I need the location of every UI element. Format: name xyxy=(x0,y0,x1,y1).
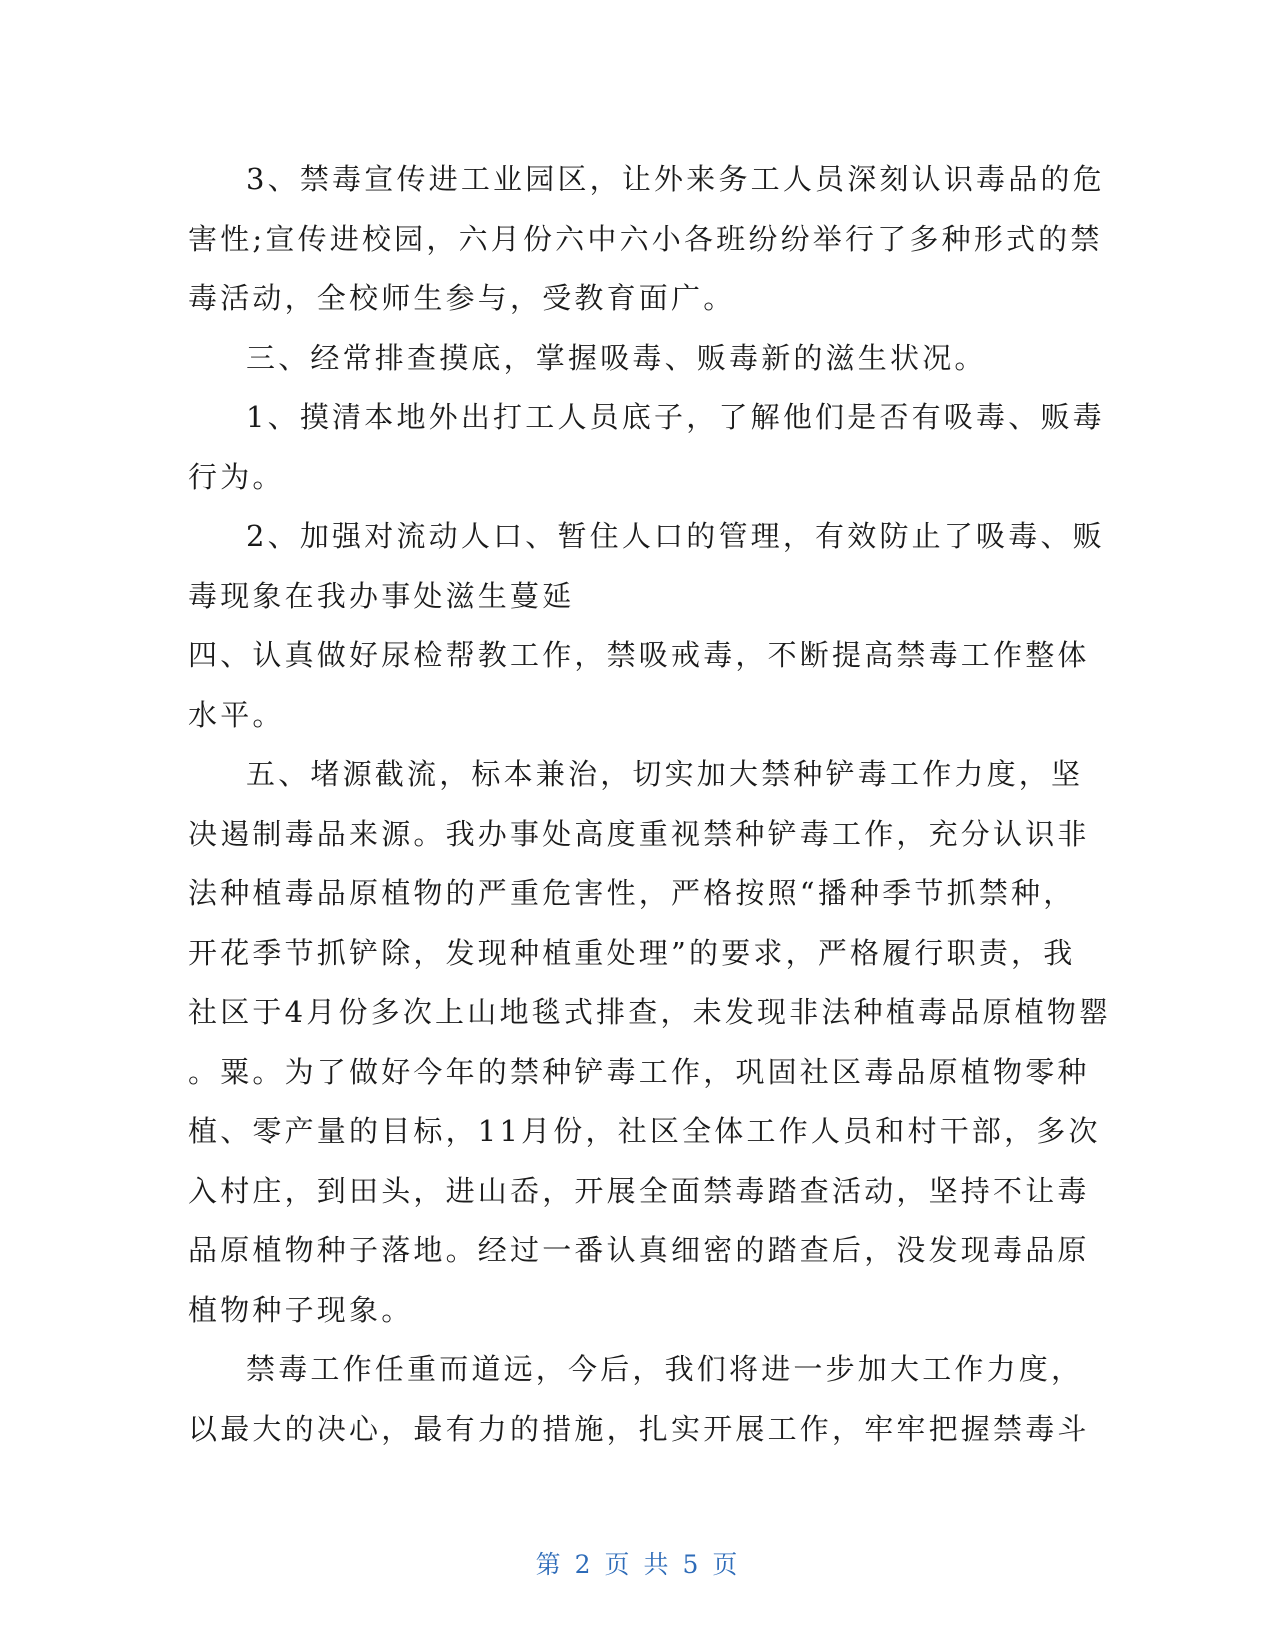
section-heading-3: 三、经常排查摸底，掌握吸毒、贩毒新的滋生状况。 xyxy=(246,340,987,375)
text-line: 。粟。为了做好今年的禁种铲毒工作，巩固社区毒品原植物零种 xyxy=(188,1054,1090,1089)
text-line: 社区于4月份多次上山地毯式排查，未发现非法种植毒品原植物罂 xyxy=(188,995,1112,1029)
text-line: 入村庄，到田头，进山岙，开展全面禁毒踏查活动，坚持不让毒 xyxy=(188,1173,1090,1208)
text-line: 1、摸清本地外出打工人员底子，了解他们是否有吸毒、贩毒 xyxy=(246,400,1105,434)
text-line: 决遏制毒品来源。我办事处高度重视禁种铲毒工作，充分认识非 xyxy=(188,816,1090,851)
text-line: 品原植物种子落地。经过一番认真细密的踏查后，没发现毒品原 xyxy=(188,1233,1090,1267)
text-line: 2、加强对流动人口、暂住人口的管理，有效防止了吸毒、贩 xyxy=(246,519,1105,553)
text-line: 毒现象在我办事处滋生蔓延 xyxy=(188,578,575,613)
text-line: 禁毒工作任重而道远，今后，我们将进一步加大工作力度， xyxy=(246,1352,1084,1386)
footer-total-prefix: 共 xyxy=(643,1550,671,1579)
footer-total-unit: 页 xyxy=(712,1550,740,1579)
footer-page-unit: 页 xyxy=(604,1550,632,1579)
current-page-number: 2 xyxy=(574,1550,593,1579)
text-line: 水平。 xyxy=(188,697,285,732)
document-body xyxy=(188,150,1112,1459)
text-line: 害性;宣传进校园，六月份六中六小各班纷纷举行了多种形式的禁 xyxy=(188,221,1103,256)
text-line: 以最大的决心，最有力的措施，扎实开展工作，牢牢把握禁毒斗 xyxy=(188,1411,1090,1446)
text-line: 行为。 xyxy=(188,459,285,494)
page-footer xyxy=(0,1545,1275,1581)
footer-prefix: 第 xyxy=(535,1550,563,1579)
section-heading-5: 五、堵源截流，标本兼治，切实加大禁种铲毒工作力度，坚 xyxy=(246,757,1084,791)
text-line: 法种植毒品原植物的严重危害性，严格按照“播种季节抓禁种， xyxy=(188,876,1076,910)
text-line: 3、禁毒宣传进工业园区，让外来务工人员深刻认识毒品的危 xyxy=(246,162,1105,196)
text-line: 植、零产量的目标，11月份，社区全体工作人员和村干部，多次 xyxy=(188,1114,1101,1148)
text-line: 开花季节抓铲除，发现种植重处理”的要求，严格履行职责，我 xyxy=(188,935,1076,970)
section-heading-4: 四、认真做好尿检帮教工作，禁吸戒毒，不断提高禁毒工作整体 xyxy=(188,638,1090,672)
text-line: 植物种子现象。 xyxy=(188,1292,414,1327)
total-pages-number: 5 xyxy=(682,1550,701,1579)
text-line: 毒活动，全校师生参与，受教育面广。 xyxy=(188,281,736,315)
